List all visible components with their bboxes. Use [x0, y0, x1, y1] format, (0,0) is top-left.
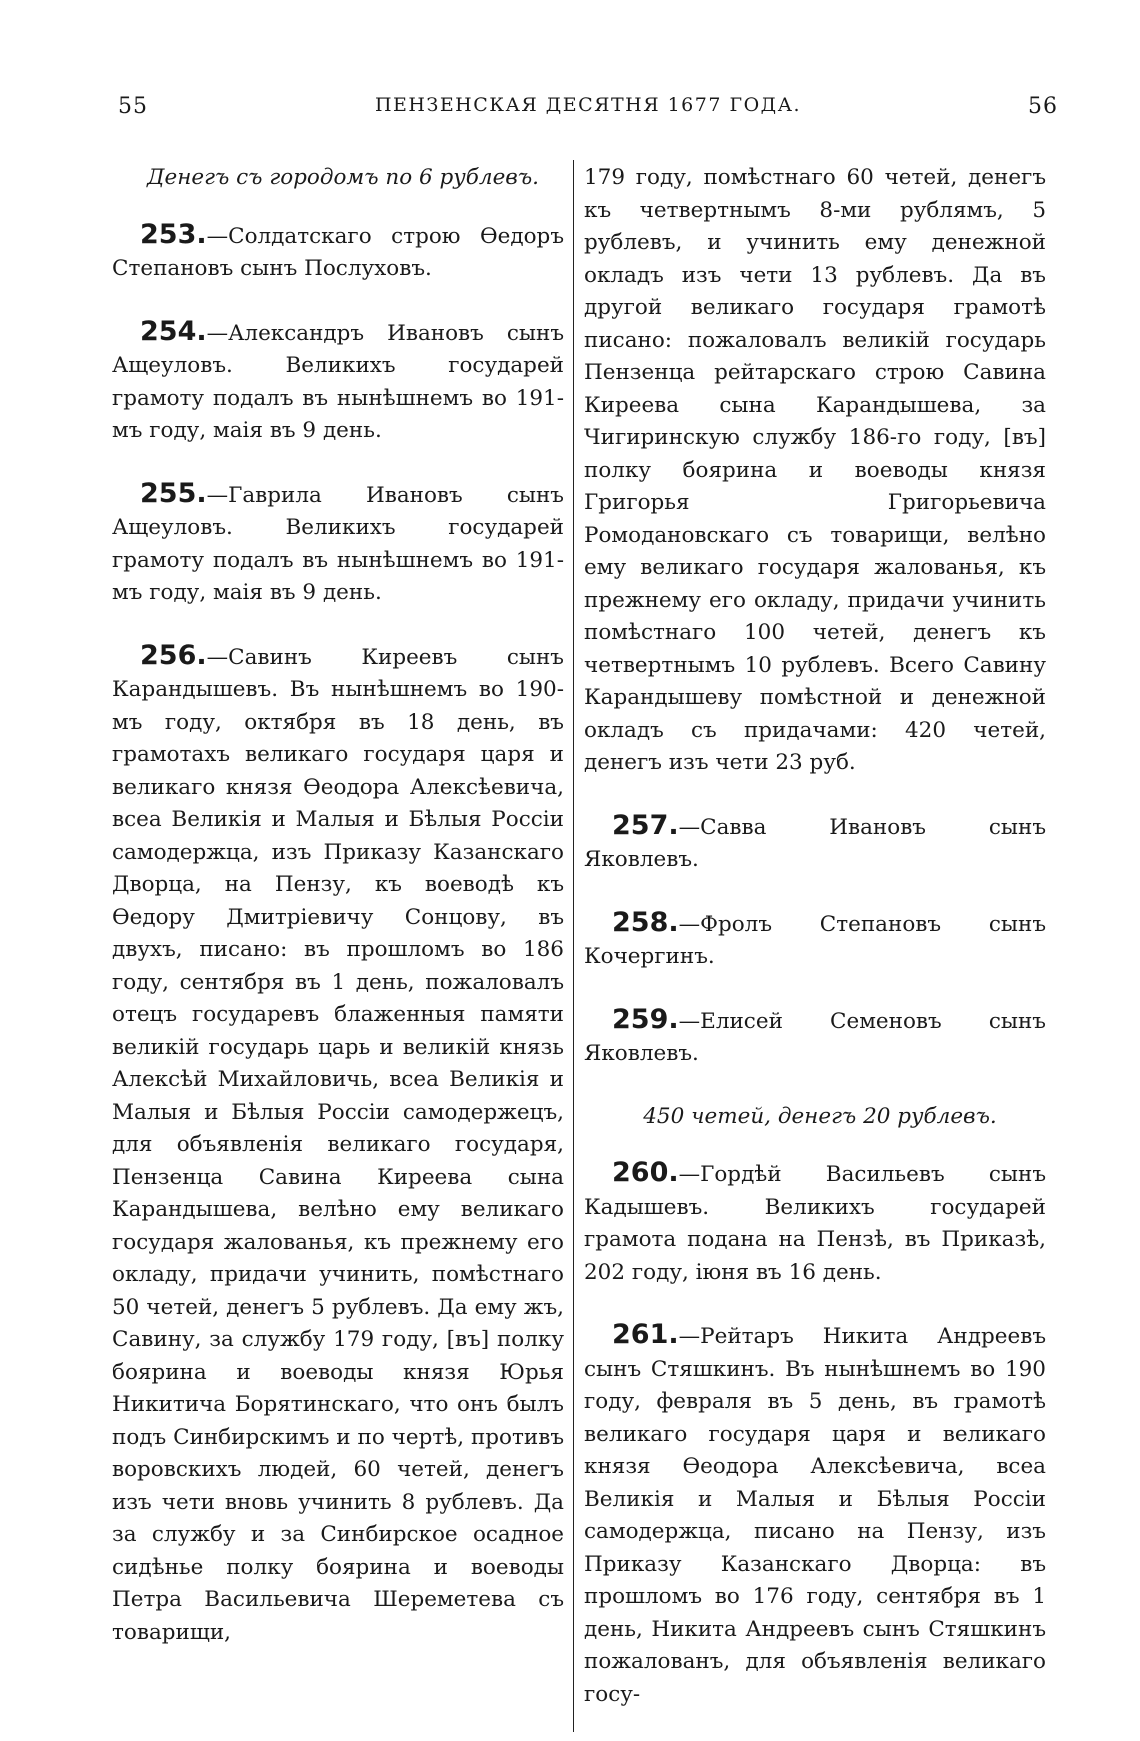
- entry-text: —Александръ Ивановъ сынъ Ащеуловъ. Великихъ государей грамоту подалъ въ нынѣшнемъ во 191-мъ году, маія въ 9 день.: [112, 320, 564, 443]
- page-number-left: 55: [118, 94, 148, 119]
- column-divider: [573, 160, 574, 1732]
- entry-number: 255.: [140, 477, 207, 509]
- entry-259: [584, 1004, 1046, 1071]
- entry-number: 256.: [140, 639, 207, 671]
- entry-text: —Гаврила Ивановъ сынъ Ащеуловъ. Великихъ государей грамоту подалъ въ нынѣшнемъ во 191-мъ году, маія въ 9 день.: [112, 482, 564, 605]
- right-column: [584, 162, 1046, 1741]
- entry-258: [584, 907, 1046, 974]
- entry-256: [112, 640, 564, 1650]
- entry-261: [584, 1319, 1046, 1711]
- page-number-right: 56: [1028, 94, 1058, 119]
- entry-text: —Солдатскаго строю Өедоръ Степановъ сынъ Послуховъ.: [112, 223, 564, 281]
- entry-253: [112, 219, 564, 286]
- subheading: Денегъ съ городомъ по 6 рублевъ.: [147, 165, 539, 190]
- entry-number: 257.: [612, 809, 679, 841]
- running-header: [118, 94, 1058, 130]
- entry-number: 253.: [140, 218, 207, 250]
- entry-text: —Рейтаръ Никита Андреевъ сынъ Стяшкинъ. Въ нынѣшнемъ во 190 году, февраля въ 5 день, въ грамотѣ великаго государя царя и великаго князя Өеодора Алексѣевича, всеа Великія и Малыя и Бѣлыя Россіи самодержца, писано на Пензу, изъ Приказу Казанскаго Дворца: въ прошломъ во 176 году, сентября въ 1 день, Никита Андреевъ сынъ Стяшкинъ пожалованъ, для объявленія великаго госу-: [584, 1324, 1046, 1707]
- entry-260: [584, 1157, 1046, 1289]
- entry-number: 259.: [612, 1003, 679, 1035]
- left-column: [112, 162, 564, 1679]
- entry-254: [112, 316, 564, 448]
- entry-256-continuation: 179 году, помѣстнаго 60 четей, денегъ къ четвертнымъ 8-ми рублямъ, 5 рублевъ, и учинить ему денежной окладъ изъ чети 13 рублевъ. Да въ другой великаго государя грамотѣ писано: пожаловалъ великій государь Пензенца рейтарскаго строю Савина Киреева сына Карандышева, за Чигиринскую службу 186-го году, [въ] полку боярина и воеводы князя Григорья Григорьевича Ромодановскаго съ товарищи, велѣно ему великаго государя жалованья, къ прежнему его окладу, придачи учинить помѣстнаго 100 четей, денегъ къ четвертнымъ 10 рублевъ. Всего Савину Карандышеву помѣстной и денежной окладъ съ придачами: 420 четей, денегъ изъ чети 23 руб.: [584, 165, 1046, 775]
- entry-text: —Гордѣй Васильевъ сынъ Кадышевъ. Великихъ государей грамота подана на Пензѣ, въ Приказѣ, 202 году, іюня въ 16 день.: [584, 1162, 1046, 1285]
- entry-255: [112, 478, 564, 610]
- entry-text: —Савва Ивановъ сынъ Яковлевъ.: [584, 814, 1046, 872]
- subheading: 450 четей, денегъ 20 рублевъ.: [643, 1103, 997, 1129]
- entry-number: 261.: [612, 1319, 679, 1350]
- running-title: ПЕНЗЕНСКАЯ ДЕСЯТНЯ 1677 ГОДА.: [374, 94, 802, 116]
- entry-text: —Елисей Семеновъ сынъ Яковлевъ.: [584, 1008, 1046, 1066]
- entry-257: [584, 810, 1046, 877]
- entry-text: —Фролъ Степановъ сынъ Кочергинъ.: [584, 911, 1046, 969]
- entry-number: 258.: [612, 906, 679, 938]
- entry-text: —Савинъ Киреевъ сынъ Карандышевъ. Въ нынѣшнемъ во 190-мъ году, октября въ 18 день, въ грамотахъ великаго государя царя и великаго князя Өеодора Алексѣевича, всеа Великія и Малыя и Бѣлыя Россіи самодержца, изъ Приказу Казанскаго Дворца, на Пензу, къ воеводѣ къ Өедору Дмитріевичу Сонцову, въ двухъ, писано: въ прошломъ во 186 году, сентября въ 1 день, пожаловалъ отецъ государевъ блаженныя памяти великій государь царь и великій князь Алексѣй Михайловичь, всеа Великія и Малыя и Бѣлыя Россіи самодержецъ, для объявленія великаго государя, Пензенца Савина Киреева сына Карандышева, велѣно ему великаго государя жалованья, къ прежнему его окладу, придачи учинить, помѣстнаго 50 четей, денегъ 5 рублевъ. Да ему жъ, Савину, за службу 179 году, [въ] полку боярина и воеводы князя Юрья Никитича Борятинскаго, что онъ былъ подъ Синбирскимъ и по чертѣ, противъ воровскихъ людей, 60 четей, денегъ изъ чети вновь учинить 8 рублевъ. Да за службу и за Синбирское осадное сидѣнье полку боярина и воеводы Петра Васильевича Шереметева съ товарищи,: [112, 644, 564, 1645]
- entry-number: 254.: [140, 315, 207, 347]
- entry-number: 260.: [612, 1157, 679, 1188]
